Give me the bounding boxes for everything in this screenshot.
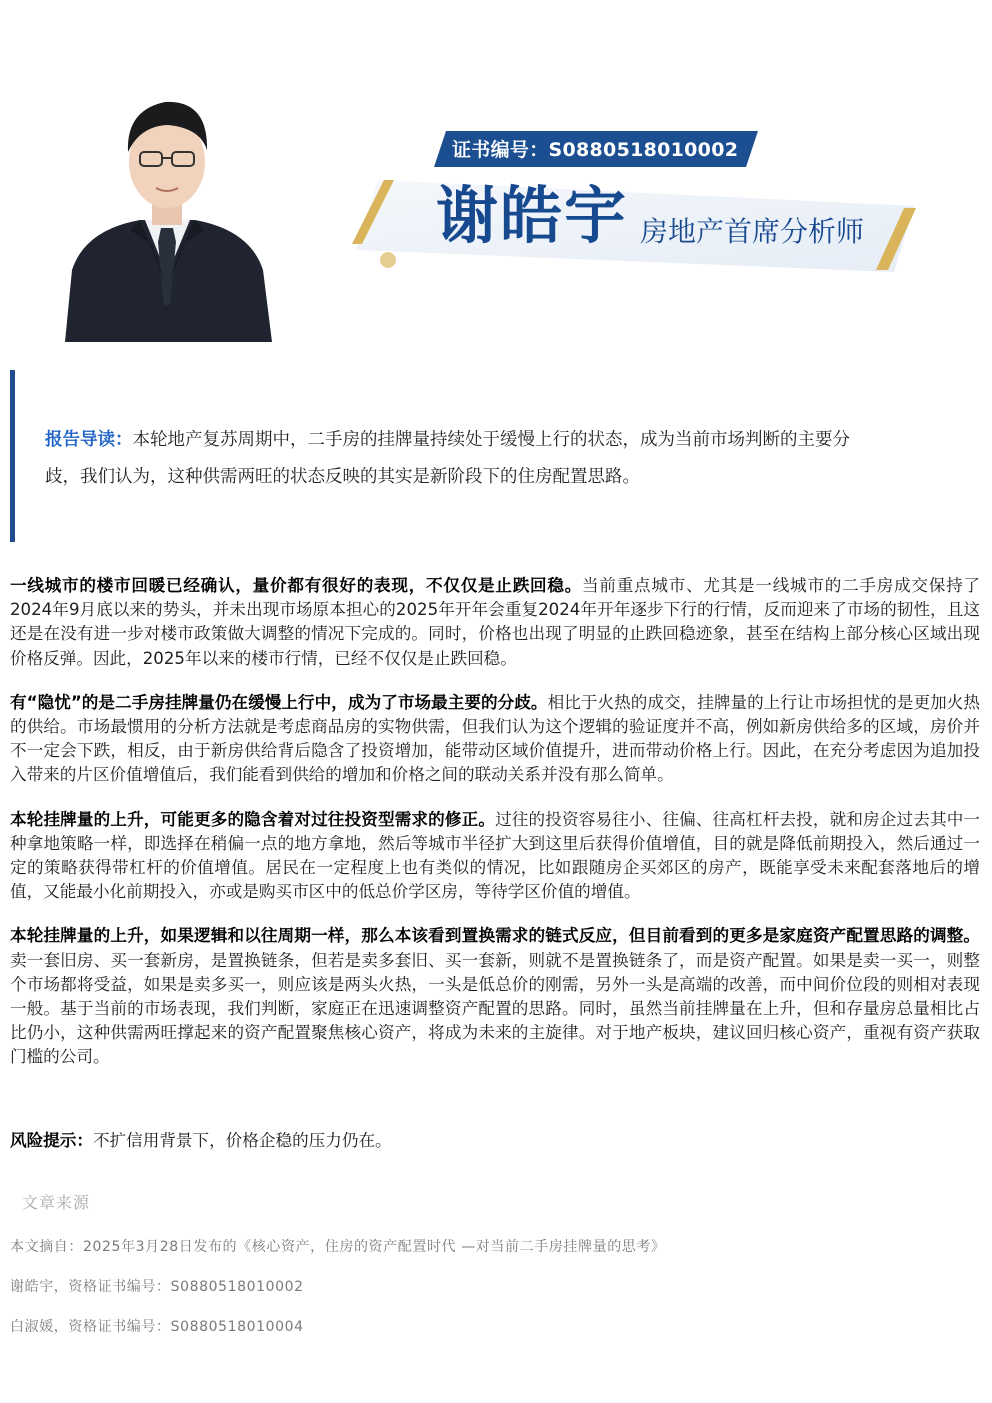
risk-text: 不扩信用背景下，价格企稳的压力仍在。 <box>92 1131 392 1150</box>
paragraph-2-text: 相比于火热的成交，挂牌量的上行让市场担忧的是更加火热的供给。市场最惯用的分析方法就是考虑商品房的实物供需，但我们认为这个逻辑的验证度并不高，例如新房供给多的区域，房价并不一定会下跌，相反，由于新房供给背后隐含了投资增加，能带动区域价值提升，进而带动价格上行。因此，在充分考虑因为追加投入带来的片区价值增值后，我们能看到供给的增加和价格之间的联动关系并没有那么简单。 <box>10 692 981 785</box>
risk-label: 风险提示： <box>10 1131 93 1150</box>
paragraph-1 <box>10 574 980 671</box>
analyst-title: 房地产首席分析师 <box>640 215 865 248</box>
paragraph-2-lead: 有“隐忧”的是二手房挂牌量仍在缓慢上行中，成为了市场最主要的分歧。 <box>10 692 548 712</box>
paragraph-1-lead: 一线城市的楼市回暖已经确认，量价都有很好的表现，不仅仅是止跌回稳。 <box>10 576 583 595</box>
analyst-portrait <box>60 70 275 342</box>
certificate-number: 证书编号：S0880518010002 <box>452 139 739 161</box>
source-heading: 文章来源 <box>22 1193 91 1212</box>
report-lead-box <box>10 370 910 542</box>
analyst-banner <box>0 0 992 345</box>
lead-paragraph <box>45 422 875 496</box>
paragraph-3 <box>10 808 980 905</box>
lead-body: 本轮地产复苏周期中，二手房的挂牌量持续处于缓慢上行的状态，成为当前市场判断的主要分歧，我们认为，这种供需两旺的状态反映的其实是新阶段下的住房配置思路。 <box>45 430 850 487</box>
paragraph-2 <box>10 691 980 788</box>
risk-notice <box>10 1129 980 1153</box>
paragraph-1-text: 当前重点城市、尤其是一线城市的二手房成交保持了2024年9月底以来的势头，并未出现市场原本担心的2025年开年会重复2024年开年逐步下行的行情，反而迎来了市场的韧性，且这还是在没有进一步对楼市政策做大调整的情况下完成的。同时，价格也出现了明显的止跌回稳迹象，甚至在结构上部分核心区域出现价格反弹。因此，2025年以来的楼市行情，已经不仅仅是止跌回稳。 <box>10 576 981 668</box>
accent-bar <box>10 370 15 542</box>
author-credential-1: 谢皓宇，资格证书编号：S0880518010002 <box>10 1279 304 1295</box>
author-credential-2: 白淑媛，资格证书编号：S0880518010004 <box>10 1319 304 1335</box>
source-citation: 本文摘自：2025年3月28日发布的《核心资产，住房的资产配置时代 —对当前二手房挂牌量的思考》 <box>10 1239 666 1255</box>
article-body <box>10 574 980 1090</box>
analyst-name: 谢皓宇 <box>436 179 629 252</box>
lead-label: 报告导读： <box>45 430 133 450</box>
paragraph-4-text: 卖一套旧房、买一套新房，是置换链条，但若是卖多套旧、买一套新，则就不是置换链条了，而是资产配置。如果是卖一买一，则整个市场都将受益，如果是卖多买一，则应该是两头火热，一头是低总价的刚需，另外一头是高端的改善，而中间价位段的则相对表现一般。基于当前的市场表现，我们判断，家庭正在迅速调整资产配置的思路。同时，虽然当前挂牌量在上升，但和存量房总量相比占比仍小，这种供需两旺撑起来的资产配置聚焦核心资产，将成为未来的主旋律。对于地产板块，建议回归核心资产，重视有资产获取门槛的公司。 <box>10 950 980 1067</box>
paragraph-4 <box>10 924 980 1069</box>
paragraph-4-lead: 本轮挂牌量的上升，如果逻辑和以往周期一样，那么本该看到置换需求的链式反应，但目前看到的更多是家庭资产配置思路的调整。 <box>10 926 980 946</box>
paragraph-3-text: 过往的投资容易往小、往偏、往高杠杆去投，就和房企过去其中一种拿地策略一样，即选择在稍偏一点的地方拿地，然后等城市半径扩大到这里后获得价值增值，目的就是降低前期投入，然后通过一定的策略获得带杠杆的价值增值。居民在一定程度上也有类似的情况，比如跟随房企买郊区的房产，既能享受未来配套落地后的增值，又能最小化前期投入，亦或是购买市区中的低总价学区房，等待学区价值的增值。 <box>10 809 981 902</box>
paragraph-3-lead: 本轮挂牌量的上升，可能更多的隐含着对过往投资型需求的修正。 <box>10 809 496 829</box>
